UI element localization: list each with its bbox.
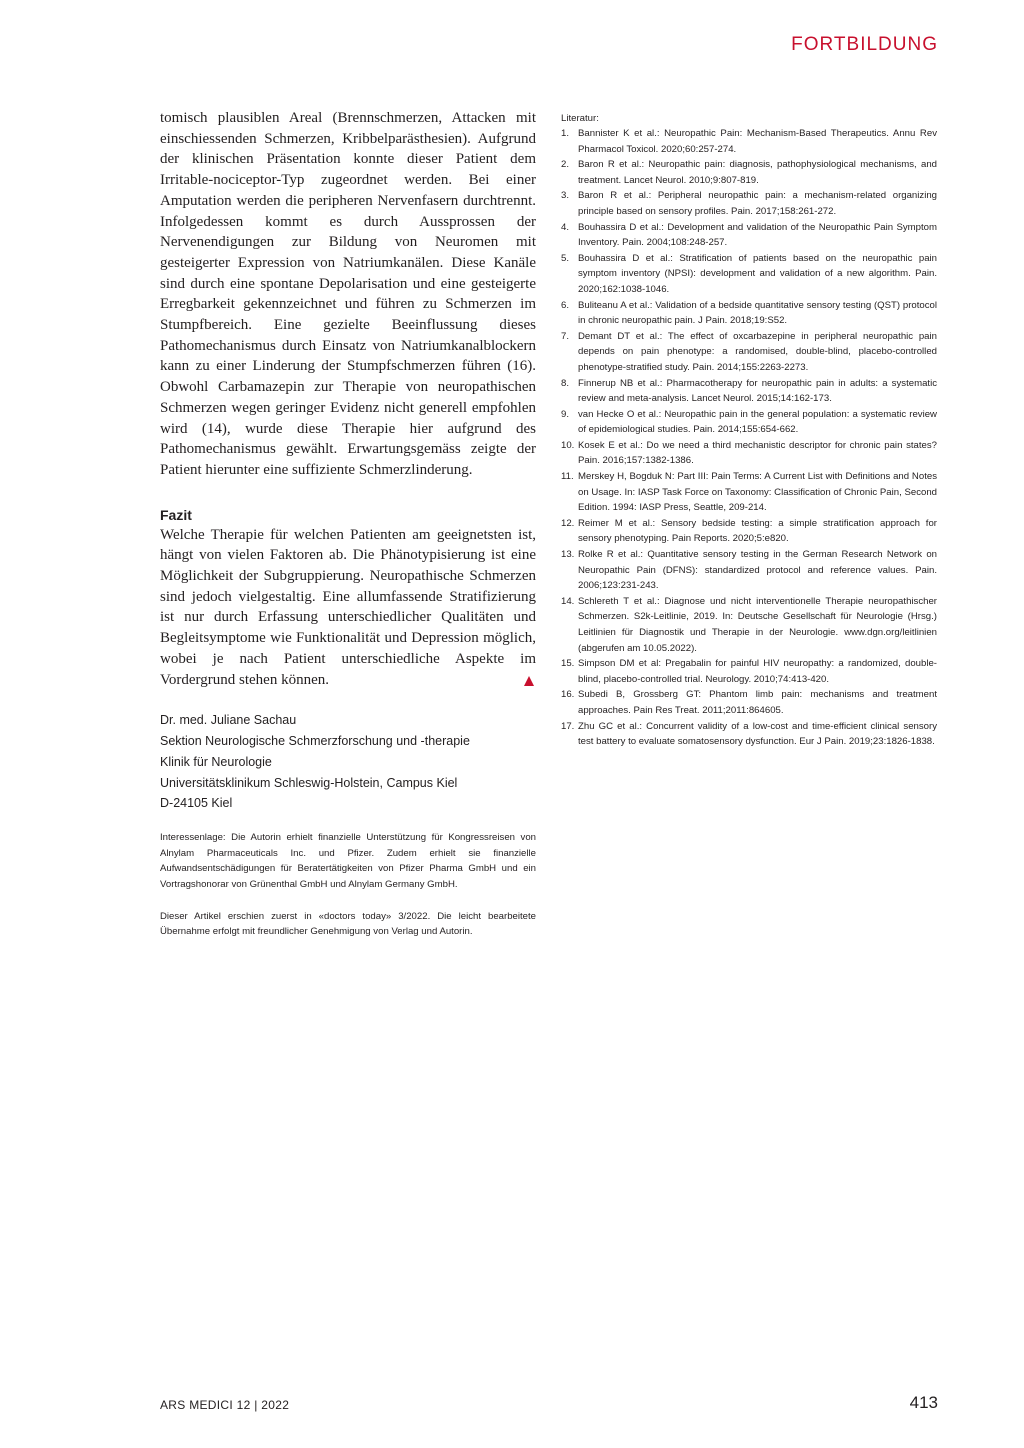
reference-item [561, 298, 937, 329]
literature-column [561, 112, 937, 750]
reference-number: 12. [561, 517, 575, 529]
reference-item [561, 376, 937, 407]
author-city: D-24105 Kiel [160, 796, 233, 811]
reference-number: 15. [561, 658, 575, 670]
reference-item [561, 329, 937, 376]
reference-number: 11. [561, 471, 574, 483]
reference-item [561, 547, 937, 594]
reference-text: Baron R et al.: Neuropathic pain: diagnosis, pathophysiological mechanisms, and treatment. Lancet Neurol. 2010;9:807-819. [578, 159, 937, 186]
reference-number: 5. [561, 252, 570, 264]
reference-number: 9. [561, 408, 570, 420]
reference-text: Bannister K et al.: Neuropathic Pain: Mechanism-Based Therapeutics. Annu Rev Pharmacol Toxicol. 2020;60:257-274. [578, 128, 937, 155]
reference-item [561, 687, 937, 718]
author-clinic: Klinik für Neurologie [160, 754, 272, 769]
reference-text: Schlereth T et al.: Diagnose und nicht interventionelle Therapie neuropathischer Schmerzen. S2k-Leitlinie, 2019. In: Deutsche Gesellschaft für Neurologie (Hrsg.) Leitlinien für Diagnostik und Therapie in der Neurologie. www.dgn.org/leitlinien (abgerufen am 10.05.2022). [578, 595, 937, 654]
fazit-section [160, 525, 536, 691]
reference-item [561, 469, 937, 516]
reference-text: Kosek E et al.: Do we need a third mechanistic descriptor for chronic pain states? Pain. 2016;157:1382-1386. [578, 439, 937, 467]
conflict-of-interest-note: Interessenlage: Die Autorin erhielt finanzielle Unterstützung für Kongressreisen von Alnylam Pharmaceuticals Inc. und Pfizer. Zudem erhielt sie finanzielle Aufwandsentschädigungen für Beratertätigkeiten von Pfizer Pharma GmbH und ein Vortragshonorar von Grünenthal GmbH und Alnylam Germany GmbH. [160, 832, 536, 891]
intro-paragraph: tomisch plausiblen Areal (Brennschmerzen, Attacken mit einschiessenden Schmerzen, Kribbelparästhesien). Aufgrund der klinischen Präsentation konnte dieser Patient dem Irritable-nociceptor-Typ zugeordnet werden. Bei einer Amputation werden die peripheren Nervenfasern durchtrennt. Infolgedessen kommt es durch Aussprossen der Nervenendigungen zur Bildung von Neuromen mit gesteigerter Expression von Natriumkanälen. Diese Kanäle sind durch eine spontane Depolarisation und eine gesteigerte Erregbarkeit gekennzeichnet und führen zu Schmerzen im Stumpfbereich. Eine gezielte Beeinflussung dieses Pathomechanismus durch Einsatz von Natriumkanalblockern kann zu einer Linderung der Stumpfschmerzen führen (16). Obwohl Carbamazepin zur Therapie von neuropathischen Schmerzen wegen geringer Evidenz nicht generell empfohlen wird (14), wurde diese Therapie hier aufgrund des Pathomechanismus gewählt. Erwartungsgemäss zeigte der Patient hierunter eine suffiziente Schmerzlinderung. [160, 110, 536, 478]
fazit-heading: Fazit [160, 506, 192, 523]
author-name: Dr. med. Juliane Sachau [160, 713, 297, 728]
reference-number: 16. [561, 689, 575, 701]
reference-text: Demant DT et al.: The effect of oxcarbazepine in peripheral neuropathic pain depends on pain phenotype: a randomised, double-blind, placebo-controlled phenotype-stratified study. Pain. 2014;155:2263-2273. [578, 330, 937, 373]
reference-item [561, 220, 937, 251]
author-section: Sektion Neurologische Schmerzforschung und -therapie [160, 734, 470, 749]
reference-number: 3. [561, 190, 570, 202]
author-block [160, 710, 536, 814]
reference-item [561, 594, 937, 656]
reference-number: 4. [561, 221, 570, 233]
reference-text: Simpson DM et al: Pregabalin for painful HIV neuropathy: a randomized, double-blind, placebo-controlled trial. Neurology. 2010;74:413-420. [578, 658, 937, 685]
section-header: FORTBILDUNG [791, 34, 938, 55]
reference-item [561, 188, 937, 219]
reference-text: Bouhassira D et al.: Stratification of patients based on the neuropathic pain symptom inventory (NPSI): development and validation of a new algorithm. Pain. 2020;162:1038-1046. [578, 252, 937, 295]
author-university: Universitätsklinikum Schleswig-Holstein, Campus Kiel [160, 775, 458, 790]
reference-text: Buliteanu A et al.: Validation of a bedside quantitative sensory testing (QST) protocol in chronic neuropathic pain. J Pain. 2018;19:S52. [578, 299, 937, 327]
reference-text: Merskey H, Bogduk N: Part III: Pain Terms: A Current List with Definitions and Notes on Usage. In: IASP Task Force on Taxonomy: Classification of Chronic Pain, Second Edition. 1994: IASP Press, Seattle, 209-214. [578, 471, 937, 514]
reference-text: Subedi B, Grossberg GT: Phantom limb pain: mechanisms and treatment approaches. Pain Res Treat. 2011;2011:864605. [578, 689, 937, 716]
article-body [160, 108, 536, 481]
reference-item [561, 251, 937, 298]
end-of-article-icon [524, 676, 534, 686]
article-column [160, 108, 536, 940]
reference-item [561, 516, 937, 547]
fazit-paragraph: Welche Therapie für welchen Patienten am geeignetsten ist, hängt von vielen Faktoren ab. Die Phänotypisierung ist eine Möglichkeit der Subgruppierung. Neuropathische Schmerzen sind jedoch vielgestaltig. Eine allumfassende Stratifizierung ist nur durch Erfassung unterschiedlicher Qualitäten und Begleitsymptome wie Funktionalität und Depression möglich, wobei je nach Patient unterschiedliche Aspekte im Vordergrund stehen können. [160, 526, 536, 688]
reference-number: 1. [561, 128, 570, 139]
reference-list [561, 126, 937, 750]
reference-number: 7. [561, 330, 570, 342]
reference-number: 8. [561, 377, 570, 389]
source-note: Dieser Artikel erschien zuerst in «doctors today» 3/2022. Die leicht bearbeitete Übernahme erfolgt mit freundlicher Genehmigung von Verlag und Autorin. [160, 910, 536, 938]
page-number: 413 [909, 1393, 938, 1412]
reference-number: 13. [561, 549, 575, 561]
reference-text: Baron R et al.: Peripheral neuropathic pain: a mechanism-related organizing principle based on sensory profiles. Pain. 2017;158:261-272. [578, 190, 937, 217]
reference-item [561, 438, 937, 469]
literature-title: Literatur: [561, 113, 599, 124]
reference-text: Bouhassira D et al.: Development and validation of the Neuropathic Pain Symptom Inventory. Pain. 2004;108:248-257. [578, 221, 937, 249]
reference-item [561, 656, 937, 687]
journal-footer: ARS MEDICI 12 | 2022 [160, 1398, 290, 1412]
reference-text: Finnerup NB et al.: Pharmacotherapy for neuropathic pain in adults: a systematic review and meta-analysis. Lancet Neurol. 2015;14:162-173. [578, 377, 937, 405]
reference-item [561, 407, 937, 438]
reference-text: Rolke R et al.: Quantitative sensory testing in the German Research Network on Neuropathic Pain (DFNS): standardized protocol and reference values. Pain. 2006;123:231-243. [578, 549, 937, 592]
reference-number: 6. [561, 299, 570, 311]
reference-item [561, 126, 937, 157]
reference-text: van Hecke O et al.: Neuropathic pain in the general population: a systematic review of epidemiological studies. Pain. 2014;155:654-662. [578, 408, 937, 436]
reference-text: Zhu GC et al.: Concurrent validity of a low-cost and time-efficient clinical sensory test battery to evaluate somatosensory dysfunction. Eur J Pain. 2019;23:1826-1838. [578, 720, 937, 748]
reference-text: Reimer M et al.: Sensory bedside testing: a simple stratification approach for sensory phenotyping. Pain Reports. 2020;5:e820. [578, 517, 937, 545]
reference-number: 17. [561, 720, 575, 732]
reference-number: 10. [561, 439, 575, 451]
reference-item [561, 719, 937, 750]
reference-number: 14. [561, 595, 575, 607]
reference-item [561, 157, 937, 188]
reference-number: 2. [561, 159, 570, 171]
